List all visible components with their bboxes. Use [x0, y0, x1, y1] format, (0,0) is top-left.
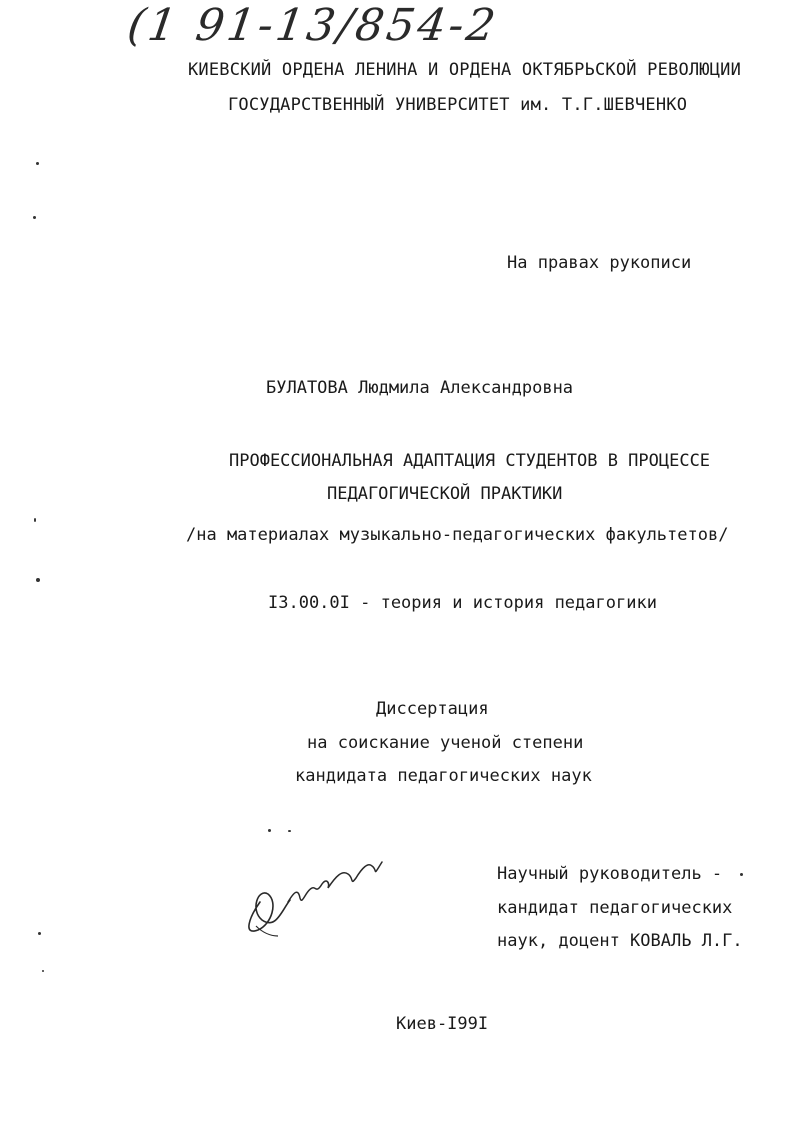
author-name: БУЛАТОВА Людмила Александровна	[266, 378, 574, 398]
title-line-2: ПЕДАГОГИЧЕСКОЙ ПРАКТИКИ	[327, 484, 563, 504]
dissertation-line-1: Диссертация	[376, 699, 489, 719]
title-subtitle: /на материалах музыкально-педагогических факультетов/	[186, 525, 729, 545]
title-line-1: ПРОФЕССИОНАЛЬНАЯ АДАПТАЦИЯ СТУДЕНТОВ В ПРОЦЕССЕ	[229, 451, 711, 471]
supervisor-line-2: кандидат педагогических	[497, 898, 733, 918]
dissertation-line-3: кандидата педагогических наук	[295, 766, 592, 786]
supervisor-line-3: наук, доцент КОВАЛЬ Л.Г.	[497, 931, 743, 951]
specialty-code: I3.00.0I - теория и история педагогики	[268, 593, 657, 613]
scan-speck	[38, 932, 41, 935]
scan-speck	[42, 970, 44, 972]
institution-line-2: ГОСУДАРСТВЕННЫЙ УНИВЕРСИТЕТ им. Т.Г.ШЕВЧЕНКО	[228, 95, 688, 115]
signature-mark	[232, 840, 392, 950]
scan-speck	[33, 216, 36, 219]
rights-note: На правах рукописи	[507, 253, 692, 273]
scan-speck	[268, 829, 271, 832]
supervisor-line-1: Научный руководитель -	[497, 864, 723, 884]
scan-speck	[36, 162, 39, 165]
scan-speck	[288, 830, 291, 832]
place-year: Киев-I99I	[396, 1014, 489, 1034]
archive-number: (1 91-13/854-2	[124, 0, 502, 51]
institution-line-1: КИЕВСКИЙ ОРДЕНА ЛЕНИНА И ОРДЕНА ОКТЯБРЬСКОЙ РЕВОЛЮЦИИ	[188, 60, 742, 80]
scan-speck	[36, 578, 40, 582]
dissertation-line-2: на соискание ученой степени	[307, 733, 584, 753]
scan-speck	[740, 873, 743, 876]
scan-speck	[34, 518, 36, 522]
